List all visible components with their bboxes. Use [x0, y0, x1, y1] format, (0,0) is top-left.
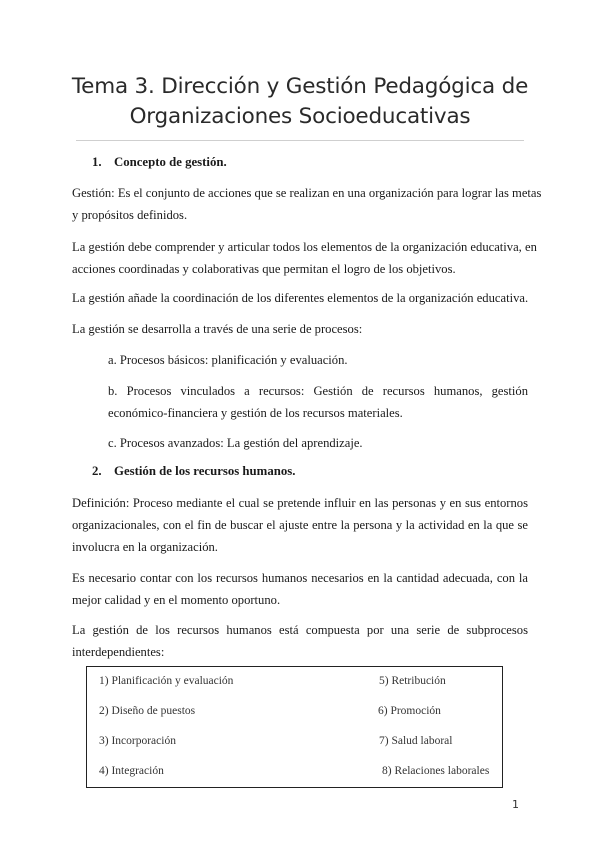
subprocess-item: 4) Integración — [99, 765, 164, 777]
paragraph-line: interdependientes: — [72, 645, 165, 659]
title-line-2: Organizaciones Socioeducativas — [129, 104, 471, 129]
title-divider — [76, 140, 524, 141]
process-b-line-2: económico-financiera y gestión de los recursos materiales. — [108, 406, 403, 420]
section-1-heading-text: Concepto de gestión. — [114, 155, 227, 169]
section-2-paragraph-3 — [72, 619, 528, 663]
paragraph-line: La gestión debe comprender y articular todos los elementos de la organización educativa, en — [72, 240, 537, 254]
section-1-paragraph-1 — [72, 182, 542, 226]
paragraph-line: Gestión: Es el conjunto de acciones que se realizan en una organización para lograr las metas — [72, 186, 542, 200]
process-a: a. Procesos básicos: planificación y evaluación. — [108, 353, 348, 367]
subprocess-item: 2) Diseño de puestos — [99, 705, 196, 717]
subprocess-item: 6) Promoción — [378, 705, 441, 717]
section-1-paragraph-3: La gestión añade la coordinación de los diferentes elementos de la organización educativa. — [72, 291, 529, 305]
subprocess-item: 5) Retribución — [379, 675, 446, 687]
process-b — [108, 380, 528, 424]
paragraph-line: Definición: Proceso mediante el cual se pretende influir en las personas y en sus entornos — [72, 496, 528, 510]
paragraph-line: Es necesario contar con los recursos humanos necesarios en la cantidad adecuada, con la — [72, 571, 528, 585]
subprocess-item: 7) Salud laboral — [379, 735, 453, 747]
section-1-paragraph-2 — [72, 236, 537, 280]
section-1-number: 1. — [92, 155, 102, 169]
paragraph-line: y propósitos definidos. — [72, 208, 188, 222]
paragraph-line: mejor calidad y en el momento oportuno. — [72, 593, 281, 607]
page-number: 1 — [512, 798, 519, 811]
section-1-heading — [92, 155, 227, 170]
paragraph-line: acciones coordinadas y colaborativas que permitan el logro de los objetivos. — [72, 262, 456, 276]
paragraph-line: involucra en la organización. — [72, 540, 218, 554]
document-title — [60, 72, 540, 132]
section-2-paragraph-2 — [72, 567, 528, 611]
paragraph-line: La gestión de los recursos humanos está compuesta por una serie de subprocesos — [72, 623, 528, 637]
section-2-heading — [92, 464, 295, 479]
subprocess-item: 3) Incorporación — [99, 735, 176, 747]
section-1-paragraph-4: La gestión se desarrolla a través de una serie de procesos: — [72, 322, 363, 336]
title-line-1: Tema 3. Dirección y Gestión Pedagógica de — [71, 74, 529, 99]
section-2-number: 2. — [92, 464, 102, 478]
process-b-line-1: b. Procesos vinculados a recursos: Gestión de recursos humanos, gestión — [108, 384, 528, 398]
section-2-paragraph-1 — [72, 492, 528, 558]
subprocess-item: 8) Relaciones laborales — [382, 765, 490, 777]
section-2-heading-text: Gestión de los recursos humanos. — [114, 464, 296, 478]
process-c: c. Procesos avanzados: La gestión del aprendizaje. — [108, 436, 363, 450]
subprocess-item: 1) Planificación y evaluación — [99, 675, 234, 687]
paragraph-line: organizacionales, con el fin de buscar el ajuste entre la persona y la actividad en la que se — [72, 518, 528, 532]
subprocesses-table — [86, 666, 503, 788]
